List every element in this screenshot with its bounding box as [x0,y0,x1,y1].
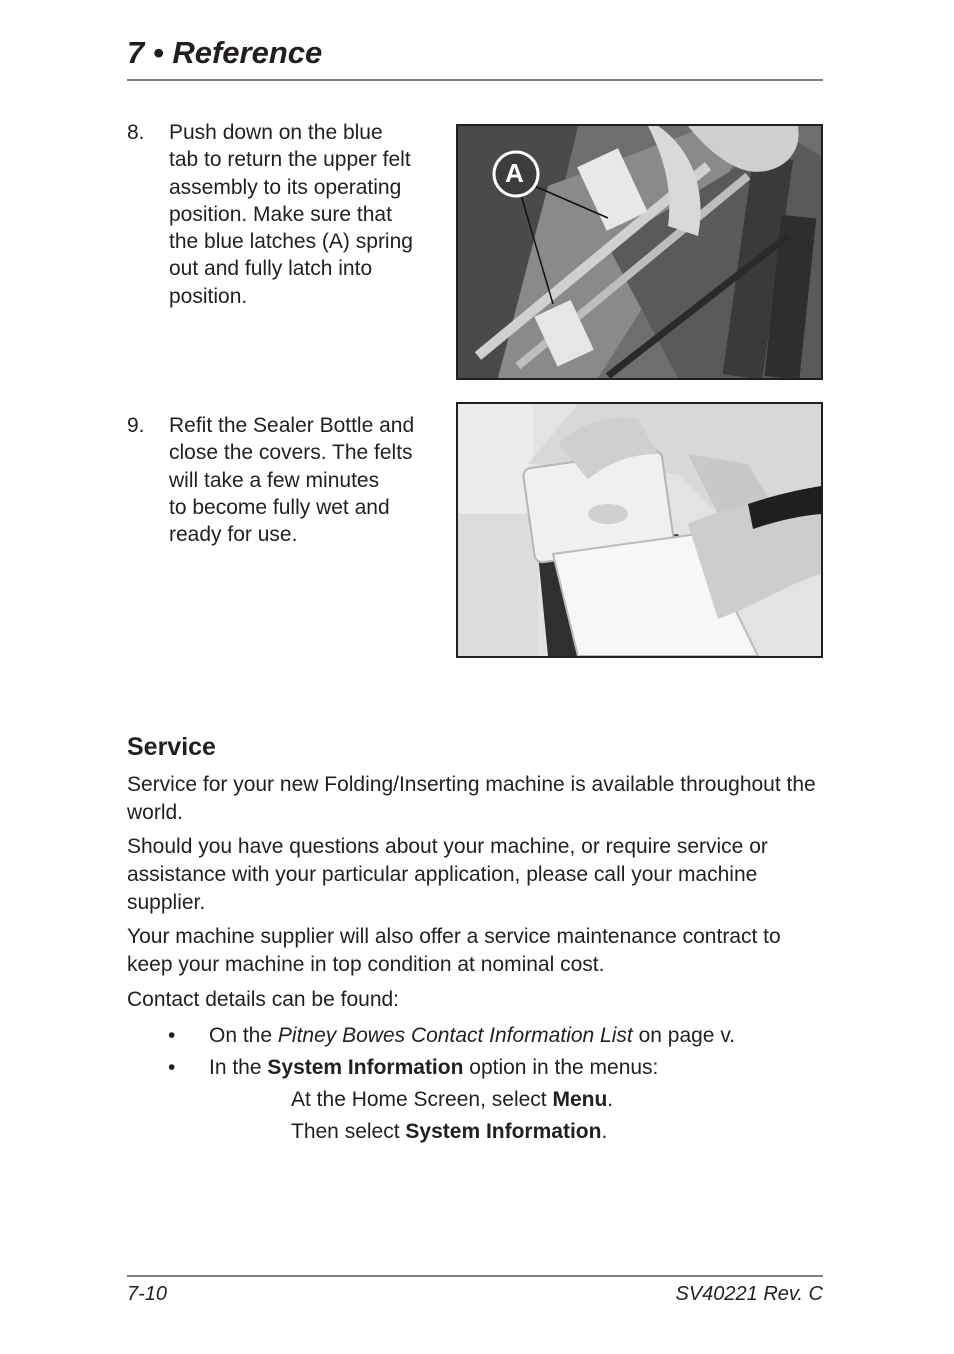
bullet-text-pre: In the [209,1056,268,1079]
service-paragraph-2: Should you have questions about your machine, or require service or assistance with your particular application, please call your machine supplier. [127,835,768,914]
service-paragraph-4: Contact details can be found: [127,988,400,1011]
bullet-text-strong: System Information [267,1056,464,1079]
service-paragraph-1: Service for your new Folding/Inserting machine is available throughout the world. [127,773,816,824]
callout-label-a: A [505,158,524,188]
substep-text-pre: Then select [291,1120,406,1143]
page-number: 7-10 [127,1283,168,1305]
substep-text-post: . [607,1088,614,1111]
step-text: Refit the Sealer Bottle and close the covers. The felts will take a few minutes to become fully wet and ready for use. [169,414,415,547]
step-text: Push down on the blue tab to return the upper felt assembly to its operating position. Make sure that the blue latches (A) spring out and fully latch into position. [169,121,413,308]
service-paragraph-3: Your machine supplier will also offer a service maintenance contract to keep your machine in top condition at nominal cost. [127,925,781,976]
document-id: SV40221 Rev. C [675,1283,823,1305]
felt-assembly-photo [456,124,823,380]
bullet-text-pre: On the [209,1024,278,1047]
substep-menu [291,1086,613,1114]
bullet-text-emphasis: Pitney Bowes Contact Information List [277,1024,633,1047]
bullet-text-post: option in the menus: [463,1056,659,1079]
substep-text-post: . [601,1120,608,1143]
footer-divider [127,1275,823,1277]
sealer-bottle-photo [456,402,823,658]
bullet-marker: • [168,1056,176,1079]
page-title: 7 • Reference [127,35,323,70]
substep-system-information [291,1118,607,1146]
substep-text-strong: System Information [405,1120,602,1143]
step-number: 9. [127,414,145,437]
bullet-marker: • [168,1024,176,1047]
service-heading: Service [127,733,216,761]
bullet-text-post: on page v. [632,1024,736,1047]
step-number: 8. [127,121,145,144]
header-divider [127,79,823,81]
substep-text-strong: Menu [552,1088,608,1111]
sealer-bottle-illustration [458,404,821,656]
substep-text-pre: At the Home Screen, select [291,1088,553,1111]
